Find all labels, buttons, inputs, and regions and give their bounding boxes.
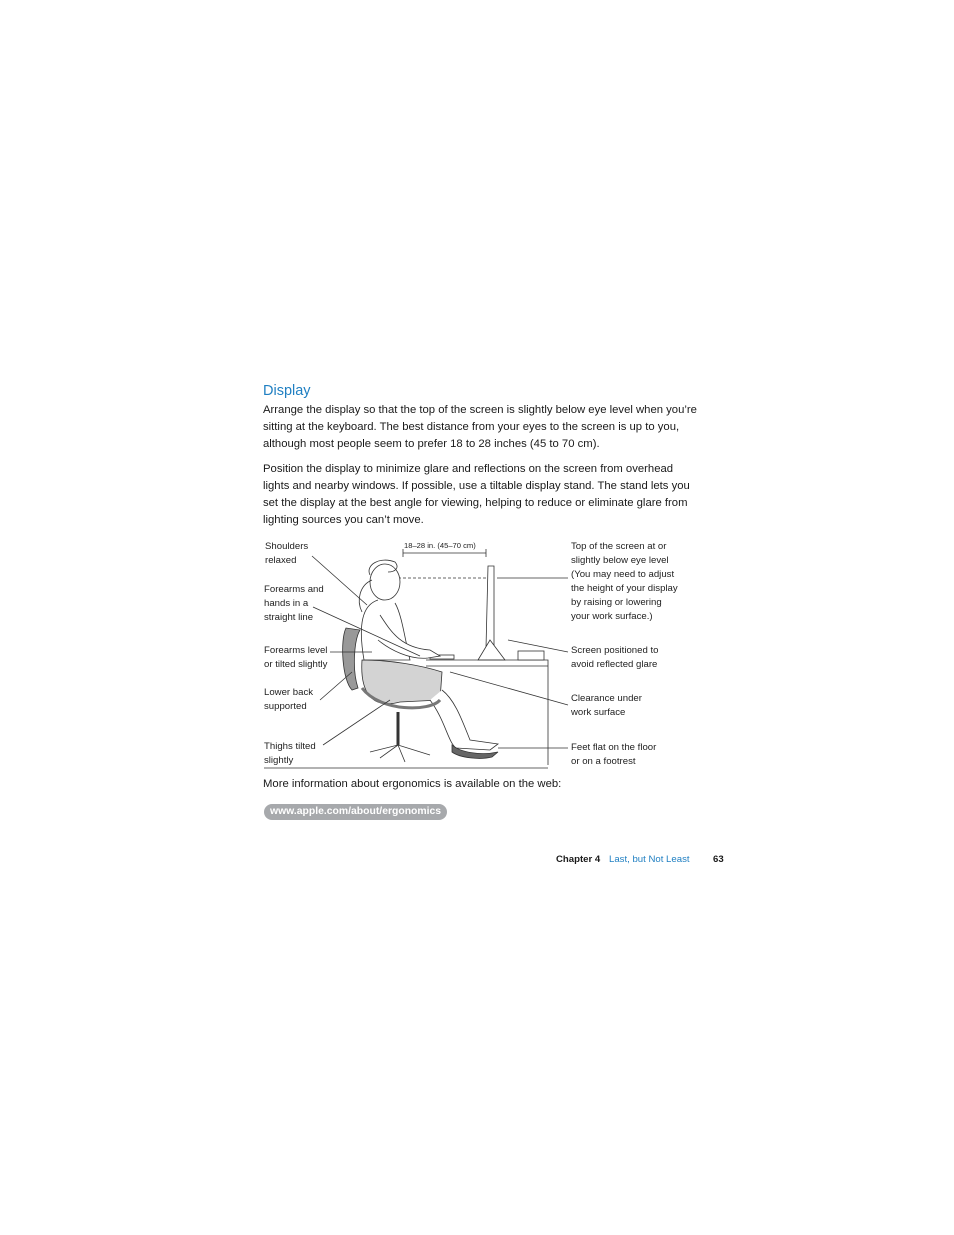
label-glare: Screen positioned to avoid reflected glare	[571, 645, 659, 670]
paragraph-2: Position the display to minimize glare and reflections on the screen from overhead lights and nearby windows. If possible, use a tiltable display stand. The stand lets you set the display at the best angle for viewing, helping to reduce or eliminate glare from lighting sources you can’t move.	[263, 463, 690, 526]
label-lower-back: Lower back supported	[264, 687, 314, 712]
section-heading: Display	[263, 383, 311, 399]
chair-back	[343, 628, 360, 690]
leader-clearance	[450, 672, 568, 705]
label-feet: Feet flat on the floor or on a footrest	[571, 742, 657, 767]
ergonomics-link[interactable]: www.apple.com/about/ergonomics	[264, 804, 447, 820]
label-forearms-straight: Forearms and hands in a straight line	[264, 584, 324, 623]
label-thighs: Thighs tilted slightly	[264, 741, 316, 766]
leader-glare	[508, 640, 568, 652]
person-leg	[430, 690, 498, 750]
monitor	[486, 566, 494, 648]
distance-label: 18–28 in. (45–70 cm)	[404, 541, 476, 550]
page-number: 63	[713, 854, 724, 865]
footer-chapter: Chapter 4	[556, 854, 601, 865]
leader-thighs	[323, 700, 390, 745]
paragraph-1: Arrange the display so that the top of the screen is slightly below eye level when you’re sitting at the keyboard. The best distance from your eyes to the screen is up to you, although most people seem to prefer 18 to 28 inches (45 to 70 cm).	[263, 404, 697, 450]
label-top-screen: Top of the screen at or slightly below eye level (You may need to adjust the height of your display by raising or lowering your work surface.)	[571, 541, 678, 622]
label-shoulders: Shoulders relaxed	[265, 541, 309, 566]
chair-base	[370, 745, 430, 762]
label-forearms-level: Forearms level or tilted slightly	[264, 645, 328, 670]
footer-chapter-title[interactable]: Last, but Not Least	[609, 854, 690, 865]
more-info-text: More information about ergonomics is available on the web:	[263, 778, 562, 790]
leader-lower-back	[320, 672, 352, 700]
label-clearance: Clearance under work surface	[571, 693, 642, 718]
